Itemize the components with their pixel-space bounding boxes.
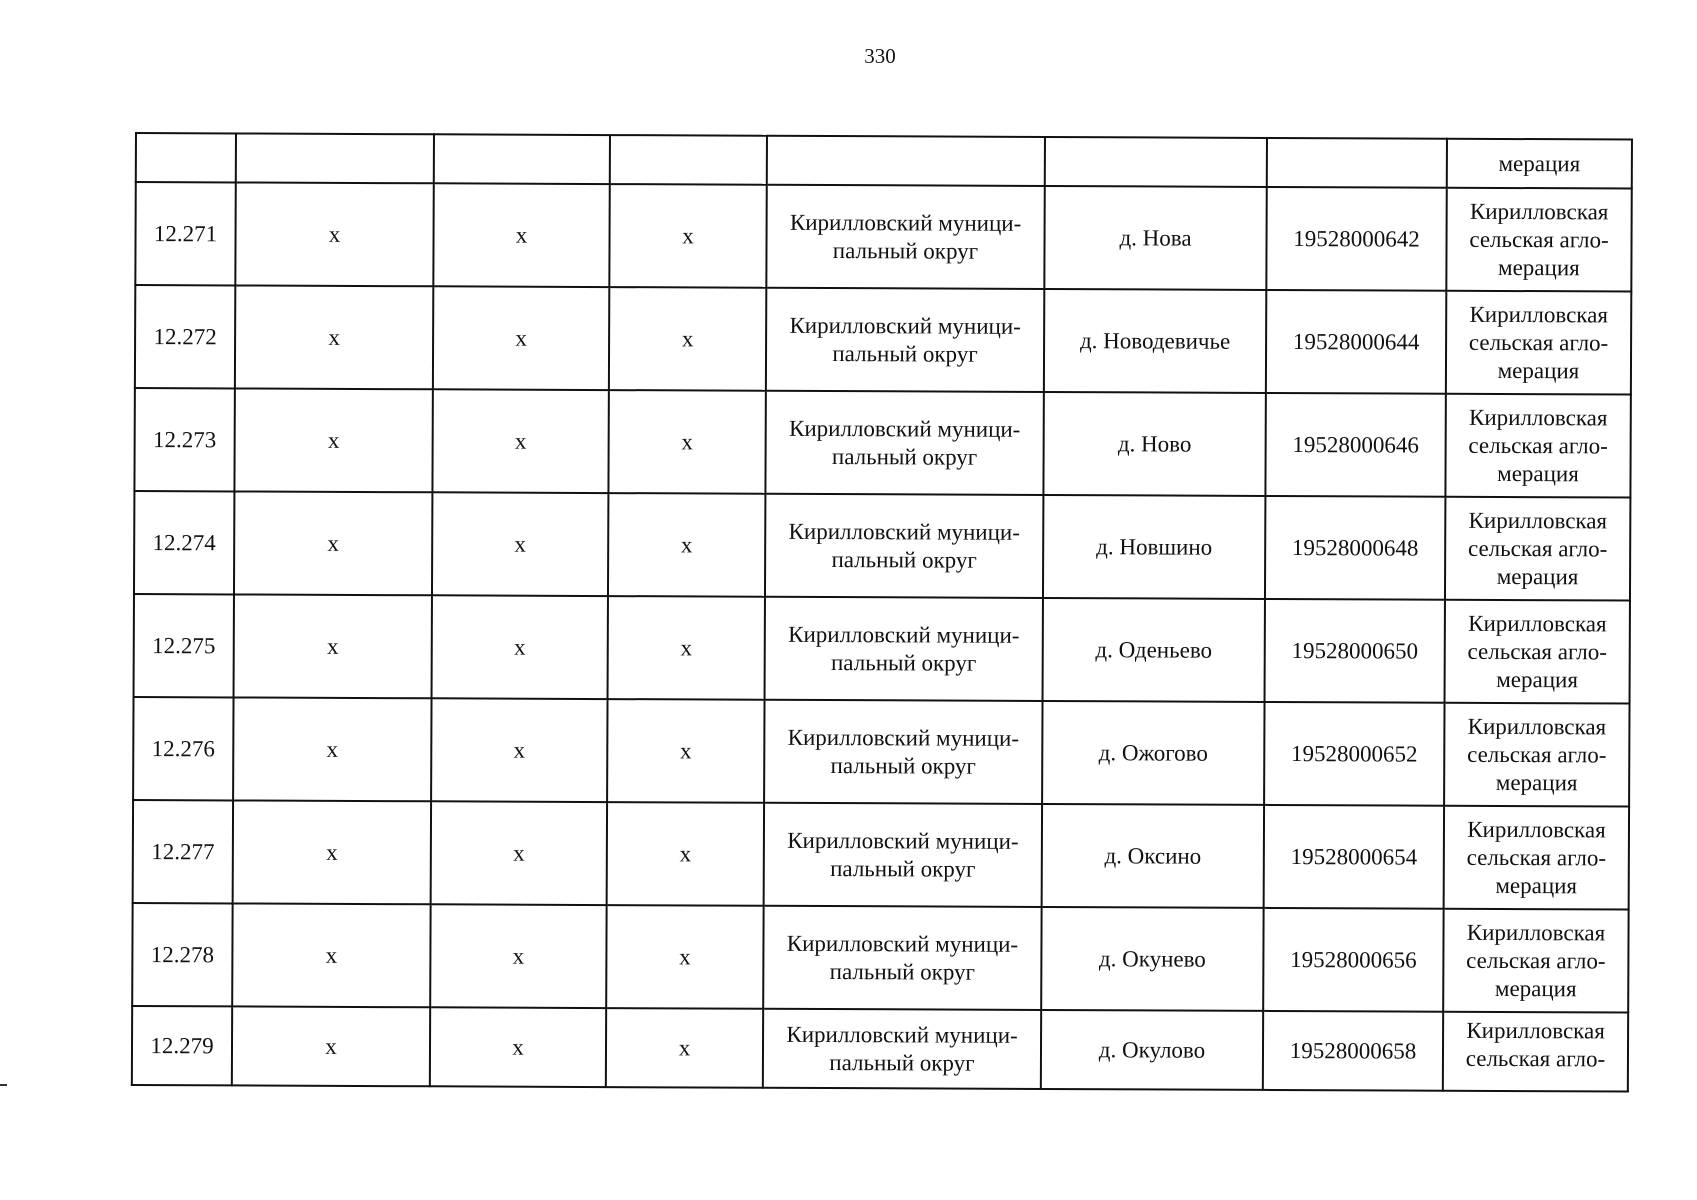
settlement-cell: д. Ново <box>1043 392 1265 496</box>
mark-cell: x <box>607 699 764 803</box>
district-text: пальный округ <box>829 1049 975 1076</box>
mark-cell: x <box>433 286 609 390</box>
scan-edge-mark <box>0 1084 7 1086</box>
district-text: пальный округ <box>830 649 977 676</box>
district-cell <box>766 185 1044 289</box>
agglomeration-cell <box>1443 1012 1628 1092</box>
district-cell <box>763 1009 1041 1089</box>
mark-cell: x <box>433 183 609 287</box>
district-text: пальный округ <box>832 237 979 264</box>
table-cell <box>767 136 1045 186</box>
district-text: Кирилловский муници- <box>787 827 1019 854</box>
table-row <box>133 800 1629 910</box>
agglomeration-cell <box>1443 909 1628 1013</box>
district-cell <box>765 391 1043 495</box>
agglomeration-text: мерация <box>1494 975 1577 1001</box>
district-text: Кирилловский муници- <box>786 1021 1018 1048</box>
row-number-cell: 12.272 <box>135 285 235 388</box>
table-row <box>134 491 1630 601</box>
agglomeration-cell <box>1445 497 1630 601</box>
settlement-cell: д. Новодевичье <box>1044 289 1266 393</box>
settlement-cell: д. Оденьево <box>1043 598 1265 702</box>
oktmo-code-cell: 19528000658 <box>1263 1011 1443 1091</box>
oktmo-code-cell: 19528000654 <box>1264 805 1444 909</box>
mark-cell: x <box>608 493 765 597</box>
mark-cell: x <box>606 1008 763 1088</box>
mark-cell: x <box>432 389 608 493</box>
settlement-cell: д. Окунево <box>1041 907 1263 1011</box>
mark-cell: x <box>233 800 431 904</box>
agglomeration-text: Кирилловская <box>1468 507 1608 533</box>
agglomeration-text: мерация <box>1496 666 1579 692</box>
district-text: пальный округ <box>831 443 978 470</box>
row-number-cell: 12.279 <box>132 1006 232 1085</box>
agglomeration-text: Кирилловская <box>1467 816 1606 842</box>
mark-cell: x <box>232 903 430 1007</box>
mark-cell: x <box>609 184 766 288</box>
mark-cell: x <box>609 287 766 391</box>
table-row <box>134 594 1630 704</box>
table-cell <box>610 135 767 185</box>
district-cell <box>763 906 1041 1010</box>
mark-cell: x <box>234 594 432 698</box>
mark-cell: x <box>232 1006 430 1086</box>
row-number-cell: 12.271 <box>135 182 235 285</box>
oktmo-code-cell: 19528000644 <box>1266 290 1446 394</box>
settlement-cell: д. Оксино <box>1042 804 1264 908</box>
table-row <box>133 697 1629 807</box>
agglomeration-text: сельская агло- <box>1467 638 1607 664</box>
agglomeration-text: мерация <box>1495 872 1578 898</box>
district-text: Кирилловский муници- <box>789 312 1021 339</box>
row-number-cell: 12.273 <box>134 388 234 491</box>
table-cell <box>136 133 236 182</box>
agglomeration-text: Кирилловская <box>1468 610 1607 636</box>
district-text: Кирилловский муници- <box>787 724 1020 751</box>
settlement-cell: д. Нова <box>1044 186 1266 290</box>
oktmo-code-cell: 19528000642 <box>1266 187 1446 291</box>
agglomeration-text: Кирилловская <box>1469 301 1609 327</box>
agglomeration-text: сельская агло- <box>1466 947 1606 973</box>
oktmo-code-cell: 19528000648 <box>1265 496 1445 600</box>
agglomeration-text: сельская агло- <box>1465 1045 1606 1072</box>
district-text: Кирилловский муници- <box>789 209 1022 236</box>
mark-cell: x <box>432 492 608 596</box>
agglomeration-text: Кирилловская <box>1468 404 1608 430</box>
row-number-cell: 12.278 <box>132 903 232 1006</box>
row-number-cell: 12.276 <box>133 697 233 800</box>
agglomeration-cell: мерация <box>1447 139 1632 189</box>
mark-cell: x <box>234 388 432 492</box>
agglomeration-text: Кирилловская <box>1467 713 1607 739</box>
table-cell <box>1045 137 1267 187</box>
district-text: Кирилловский муници- <box>788 621 1020 648</box>
table-row <box>132 903 1628 1013</box>
mark-cell: x <box>235 182 433 286</box>
settlement-cell: д. Ожогово <box>1042 701 1264 805</box>
agglomeration-text: Кирилловская <box>1466 1017 1605 1044</box>
district-text: Кирилловский муници- <box>788 518 1020 545</box>
district-text: Кирилловский муници- <box>788 415 1021 442</box>
agglomeration-text: сельская агло- <box>1467 535 1608 561</box>
district-cell <box>764 700 1042 804</box>
mark-cell: x <box>608 596 765 700</box>
district-text: пальный округ <box>830 752 976 779</box>
agglomeration-text: сельская агло- <box>1468 329 1609 355</box>
oktmo-code-cell: 19528000656 <box>1263 908 1443 1012</box>
row-number-cell: 12.274 <box>134 491 234 594</box>
agglomeration-text: мерация <box>1495 769 1578 795</box>
mark-cell: x <box>235 285 433 389</box>
agglomeration-text: сельская агло- <box>1466 844 1607 870</box>
settlement-cell: д. Новшино <box>1043 495 1265 599</box>
mark-cell: x <box>233 697 431 801</box>
mark-cell: x <box>431 698 607 802</box>
district-cell <box>765 597 1043 701</box>
district-text: пальный округ <box>832 340 978 367</box>
table-row <box>132 1006 1628 1092</box>
district-text: пальный округ <box>831 546 977 573</box>
table-row <box>135 182 1631 292</box>
row-number-cell: 12.275 <box>134 594 234 697</box>
agglomeration-cell <box>1444 703 1629 807</box>
settlements-table <box>131 132 1633 1093</box>
agglomeration-cell <box>1444 806 1629 910</box>
table-row <box>134 388 1630 498</box>
row-number-cell: 12.277 <box>133 800 233 903</box>
oktmo-code-cell: 19528000650 <box>1265 599 1445 703</box>
settlement-cell: д. Окулово <box>1041 1010 1263 1090</box>
mark-cell: x <box>430 904 606 1008</box>
agglomeration-text: мерация <box>1496 563 1579 589</box>
agglomeration-text: Кирилловская <box>1466 919 1606 945</box>
agglomeration-text: мерация <box>1497 460 1579 486</box>
oktmo-code-cell: 19528000646 <box>1265 393 1445 497</box>
mark-cell: x <box>606 905 763 1009</box>
agglomeration-cell <box>1445 600 1630 704</box>
district-text: пальный округ <box>830 855 976 882</box>
page-number: 330 <box>864 44 896 68</box>
agglomeration-text: сельская агло- <box>1468 432 1608 458</box>
mark-cell: x <box>607 802 764 906</box>
mark-cell: x <box>431 801 607 905</box>
agglomeration-cell <box>1445 394 1630 498</box>
district-cell <box>764 803 1042 907</box>
oktmo-code-cell: 19528000652 <box>1264 702 1444 806</box>
agglomeration-cell <box>1446 188 1631 292</box>
mark-cell: x <box>430 1007 606 1087</box>
district-cell <box>766 288 1044 392</box>
district-cell <box>765 494 1043 598</box>
agglomeration-text: сельская агло- <box>1469 226 1609 252</box>
district-text: Кирилловский муници- <box>786 930 1019 957</box>
table-cell <box>434 134 610 184</box>
district-text: пальный округ <box>829 958 976 985</box>
agglomeration-text: сельская агло- <box>1467 741 1607 767</box>
table-row-continuation <box>136 133 1632 189</box>
table-cell <box>1267 138 1447 188</box>
agglomeration-cell <box>1446 291 1631 395</box>
table-row <box>135 285 1631 395</box>
agglomeration-text: мерация <box>1497 357 1580 383</box>
mark-cell: x <box>234 491 432 595</box>
mark-cell: x <box>432 595 608 699</box>
mark-cell: x <box>608 390 765 494</box>
table-cell <box>236 133 434 183</box>
agglomeration-text: Кирилловская <box>1469 198 1609 224</box>
agglomeration-text: мерация <box>1498 254 1580 280</box>
